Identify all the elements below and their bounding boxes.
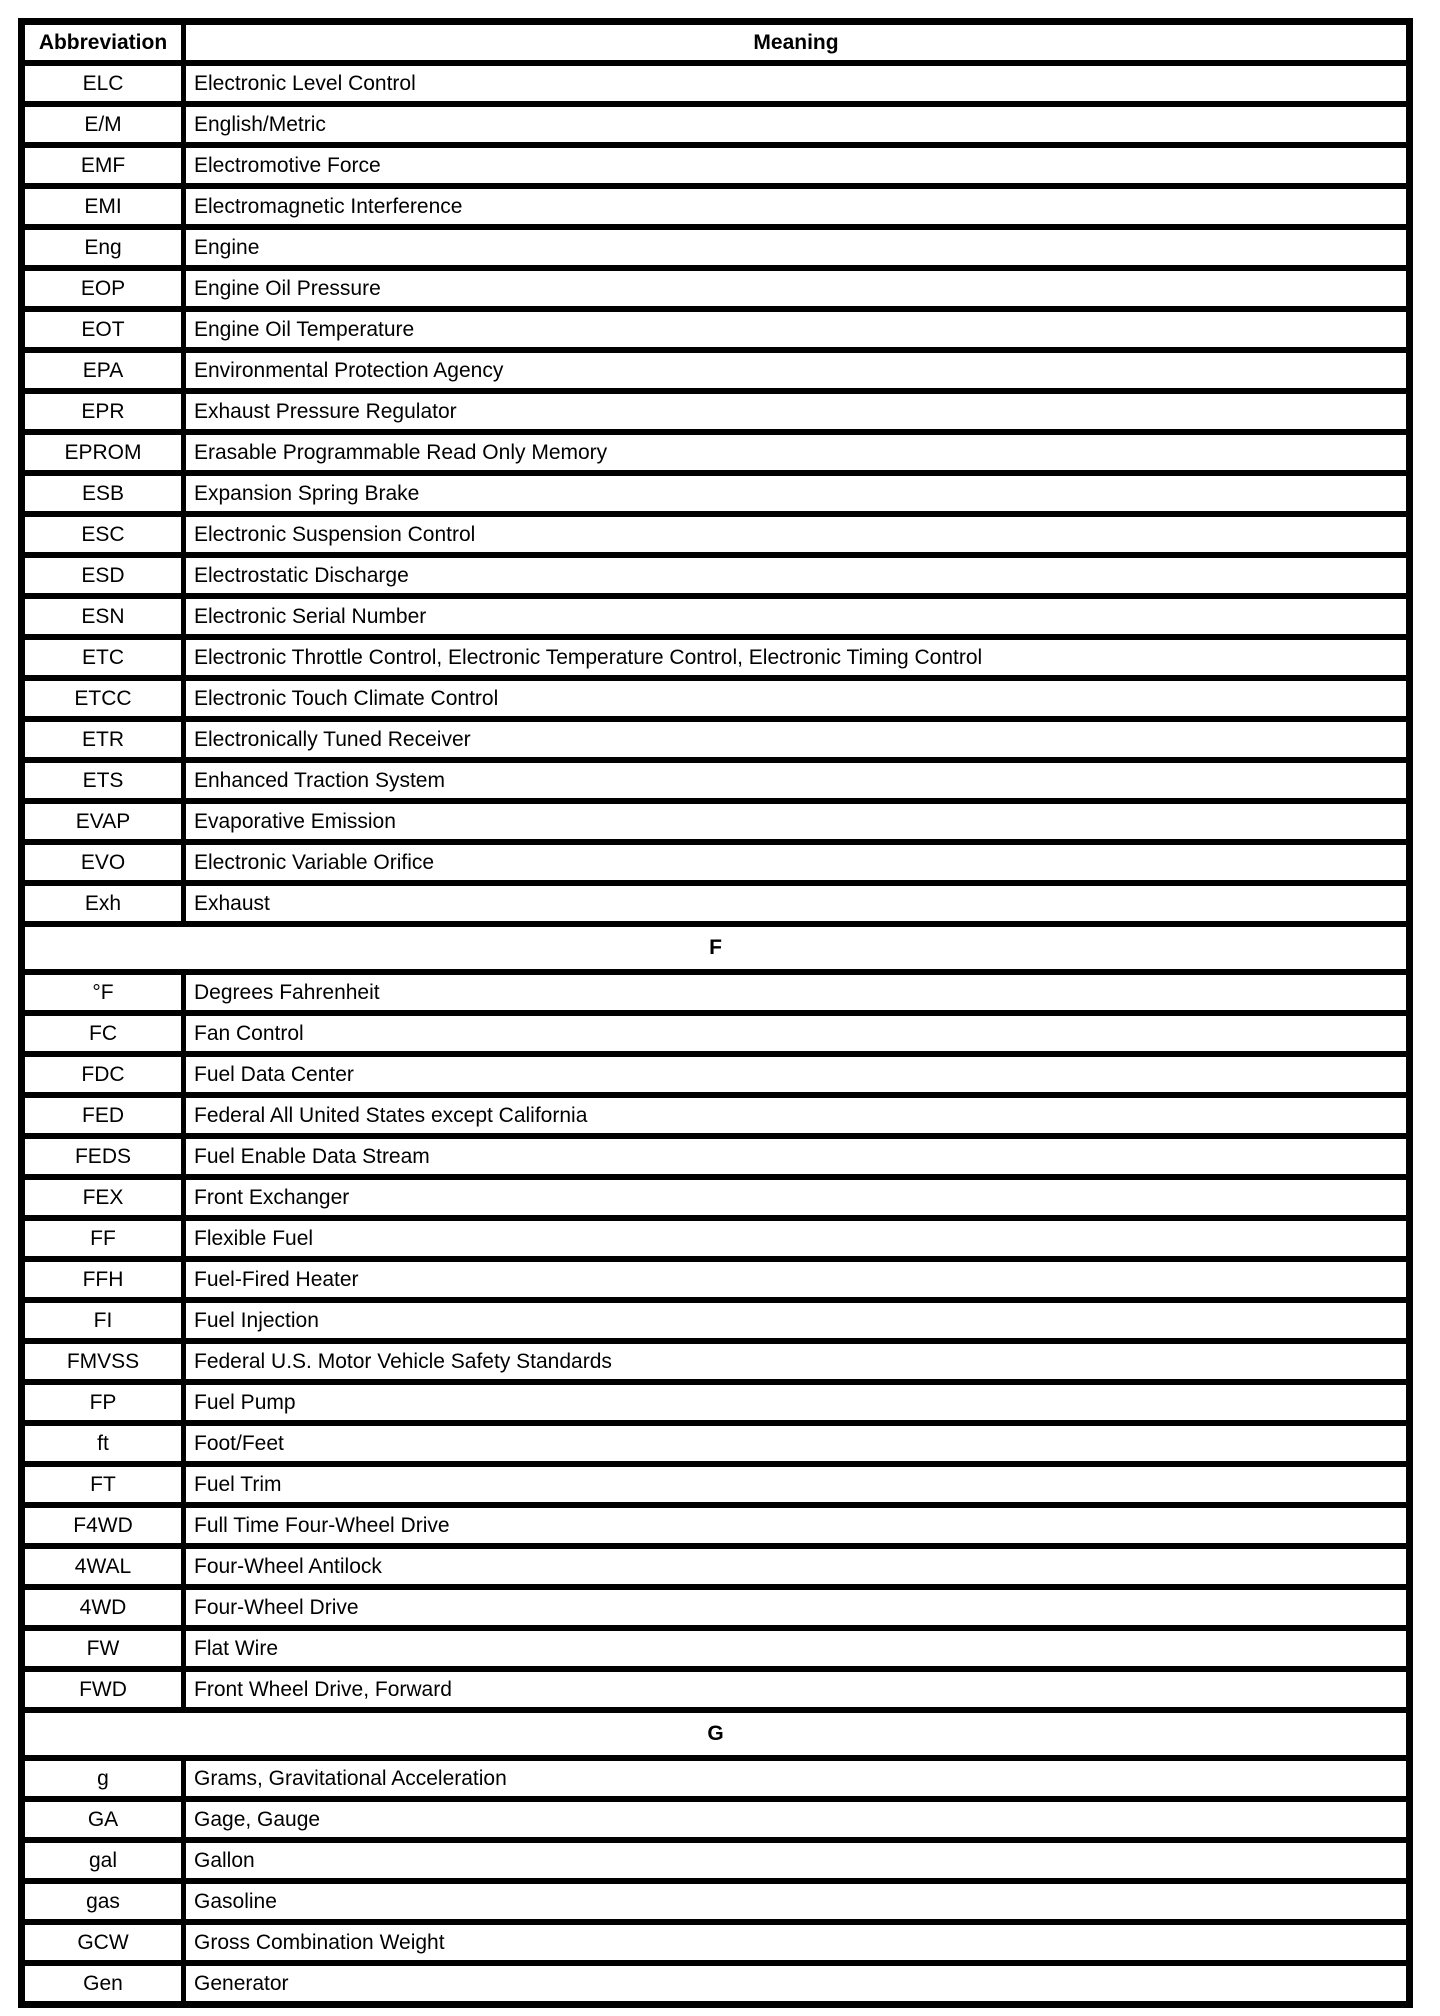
meaning-cell: Fuel Injection <box>184 1300 1410 1341</box>
meaning-cell: Degrees Fahrenheit <box>184 972 1410 1013</box>
abbreviation-cell: ETR <box>22 719 184 760</box>
abbreviation-cell: FF <box>22 1218 184 1259</box>
table-row <box>22 1546 1410 1587</box>
table-row <box>22 1505 1410 1546</box>
abbreviation-cell: FWD <box>22 1669 184 1710</box>
abbreviation-cell: GCW <box>22 1922 184 1963</box>
table-row <box>22 760 1410 801</box>
abbreviation-cell: ETC <box>22 637 184 678</box>
table-row <box>22 842 1410 883</box>
meaning-column-header: Meaning <box>184 22 1410 64</box>
table-row <box>22 1922 1410 1963</box>
meaning-cell: Electromotive Force <box>184 145 1410 186</box>
table-row <box>22 1013 1410 1054</box>
abbreviation-cell: FC <box>22 1013 184 1054</box>
meaning-cell: Fan Control <box>184 1013 1410 1054</box>
table-row <box>22 432 1410 473</box>
abbreviation-cell: F4WD <box>22 1505 184 1546</box>
meaning-cell: Gross Combination Weight <box>184 1922 1410 1963</box>
abbreviation-cell: E/M <box>22 104 184 145</box>
meaning-cell: Electronic Variable Orifice <box>184 842 1410 883</box>
abbreviation-cell: FI <box>22 1300 184 1341</box>
table-row <box>22 268 1410 309</box>
abbreviation-cell: g <box>22 1758 184 1799</box>
abbreviation-cell: EPR <box>22 391 184 432</box>
meaning-cell: Electronic Serial Number <box>184 596 1410 637</box>
section-row <box>22 1710 1410 1758</box>
abbreviation-cell: FW <box>22 1628 184 1669</box>
table-row <box>22 1464 1410 1505</box>
meaning-cell: Front Wheel Drive, Forward <box>184 1669 1410 1710</box>
table-row <box>22 1218 1410 1259</box>
table-row <box>22 1054 1410 1095</box>
meaning-cell: Fuel Enable Data Stream <box>184 1136 1410 1177</box>
table-row <box>22 883 1410 924</box>
meaning-cell: Engine Oil Temperature <box>184 309 1410 350</box>
abbreviation-cell: 4WD <box>22 1587 184 1628</box>
meaning-cell: Electronic Suspension Control <box>184 514 1410 555</box>
table-row <box>22 1587 1410 1628</box>
meaning-cell: Four-Wheel Drive <box>184 1587 1410 1628</box>
abbreviation-cell: gas <box>22 1881 184 1922</box>
abbreviation-cell: Eng <box>22 227 184 268</box>
abbreviation-cell: ESN <box>22 596 184 637</box>
table-row <box>22 1423 1410 1464</box>
table-row <box>22 63 1410 104</box>
abbreviation-cell: ESB <box>22 473 184 514</box>
table-row <box>22 678 1410 719</box>
meaning-cell: Fuel Pump <box>184 1382 1410 1423</box>
table-row <box>22 309 1410 350</box>
table-row <box>22 1300 1410 1341</box>
table-row <box>22 1177 1410 1218</box>
table-row <box>22 145 1410 186</box>
meaning-cell: Four-Wheel Antilock <box>184 1546 1410 1587</box>
table-row <box>22 1758 1410 1799</box>
abbreviation-cell: FT <box>22 1464 184 1505</box>
abbreviation-cell: FFH <box>22 1259 184 1300</box>
abbreviation-cell: EVO <box>22 842 184 883</box>
abbreviation-cell: EOP <box>22 268 184 309</box>
meaning-cell: Environmental Protection Agency <box>184 350 1410 391</box>
table-row <box>22 1341 1410 1382</box>
meaning-cell: Engine <box>184 227 1410 268</box>
meaning-cell: Erasable Programmable Read Only Memory <box>184 432 1410 473</box>
table-row <box>22 972 1410 1013</box>
abbreviation-cell: ELC <box>22 63 184 104</box>
meaning-cell: Foot/Feet <box>184 1423 1410 1464</box>
table-row <box>22 1840 1410 1881</box>
meaning-cell: Flexible Fuel <box>184 1218 1410 1259</box>
meaning-cell: Gage, Gauge <box>184 1799 1410 1840</box>
table-row <box>22 1669 1410 1710</box>
table-row <box>22 1963 1410 2005</box>
abbreviation-cell: FEDS <box>22 1136 184 1177</box>
meaning-cell: Fuel-Fired Heater <box>184 1259 1410 1300</box>
table-row <box>22 227 1410 268</box>
abbreviation-cell: FMVSS <box>22 1341 184 1382</box>
abbreviation-cell: GA <box>22 1799 184 1840</box>
table-row <box>22 719 1410 760</box>
table-row <box>22 391 1410 432</box>
table-row <box>22 801 1410 842</box>
section-letter: G <box>22 1710 1410 1758</box>
section-letter: F <box>22 924 1410 972</box>
table-row <box>22 596 1410 637</box>
abbreviation-cell: Gen <box>22 1963 184 2005</box>
meaning-cell: Fuel Trim <box>184 1464 1410 1505</box>
abbreviation-table <box>18 18 1413 2008</box>
meaning-cell: Exhaust <box>184 883 1410 924</box>
table-row <box>22 350 1410 391</box>
meaning-cell: Generator <box>184 1963 1410 2005</box>
abbreviation-cell: ESD <box>22 555 184 596</box>
abbreviation-column-header: Abbreviation <box>22 22 184 64</box>
meaning-cell: Grams, Gravitational Acceleration <box>184 1758 1410 1799</box>
table-row <box>22 1881 1410 1922</box>
table-row <box>22 1799 1410 1840</box>
meaning-cell: Electronic Touch Climate Control <box>184 678 1410 719</box>
meaning-cell: Evaporative Emission <box>184 801 1410 842</box>
meaning-cell: Gasoline <box>184 1881 1410 1922</box>
meaning-cell: Engine Oil Pressure <box>184 268 1410 309</box>
abbreviation-cell: ETCC <box>22 678 184 719</box>
meaning-cell: Federal U.S. Motor Vehicle Safety Standards <box>184 1341 1410 1382</box>
table-row <box>22 473 1410 514</box>
table-row <box>22 1628 1410 1669</box>
table-row <box>22 1095 1410 1136</box>
table-row <box>22 186 1410 227</box>
table-row <box>22 637 1410 678</box>
abbreviation-cell: FEX <box>22 1177 184 1218</box>
table-row <box>22 104 1410 145</box>
meaning-cell: Exhaust Pressure Regulator <box>184 391 1410 432</box>
meaning-cell: Federal All United States except California <box>184 1095 1410 1136</box>
abbreviation-cell: Exh <box>22 883 184 924</box>
abbreviation-cell: FED <box>22 1095 184 1136</box>
meaning-cell: Electronic Level Control <box>184 63 1410 104</box>
meaning-cell: Expansion Spring Brake <box>184 473 1410 514</box>
table-row <box>22 1382 1410 1423</box>
meaning-cell: Electromagnetic Interference <box>184 186 1410 227</box>
abbreviation-cell: ETS <box>22 760 184 801</box>
abbreviation-cell: EMF <box>22 145 184 186</box>
meaning-cell: Electronically Tuned Receiver <box>184 719 1410 760</box>
meaning-cell: Front Exchanger <box>184 1177 1410 1218</box>
table-row <box>22 514 1410 555</box>
meaning-cell: Electronic Throttle Control, Electronic Temperature Control, Electronic Timing Control <box>184 637 1410 678</box>
abbreviation-cell: 4WAL <box>22 1546 184 1587</box>
abbreviation-cell: EMI <box>22 186 184 227</box>
meaning-cell: English/Metric <box>184 104 1410 145</box>
section-row <box>22 924 1410 972</box>
abbreviation-cell: FDC <box>22 1054 184 1095</box>
meaning-cell: Gallon <box>184 1840 1410 1881</box>
meaning-cell: Enhanced Traction System <box>184 760 1410 801</box>
abbreviation-cell: EOT <box>22 309 184 350</box>
table-row <box>22 555 1410 596</box>
abbreviation-cell: ESC <box>22 514 184 555</box>
abbreviation-cell: FP <box>22 1382 184 1423</box>
table-row <box>22 1136 1410 1177</box>
abbreviation-cell: ft <box>22 1423 184 1464</box>
table-row <box>22 1259 1410 1300</box>
abbreviation-cell: °F <box>22 972 184 1013</box>
meaning-cell: Flat Wire <box>184 1628 1410 1669</box>
meaning-cell: Electrostatic Discharge <box>184 555 1410 596</box>
abbreviation-cell: EVAP <box>22 801 184 842</box>
abbreviation-cell: EPA <box>22 350 184 391</box>
abbreviation-cell: EPROM <box>22 432 184 473</box>
meaning-cell: Fuel Data Center <box>184 1054 1410 1095</box>
table-header-row <box>22 22 1410 64</box>
meaning-cell: Full Time Four-Wheel Drive <box>184 1505 1410 1546</box>
abbreviation-cell: gal <box>22 1840 184 1881</box>
